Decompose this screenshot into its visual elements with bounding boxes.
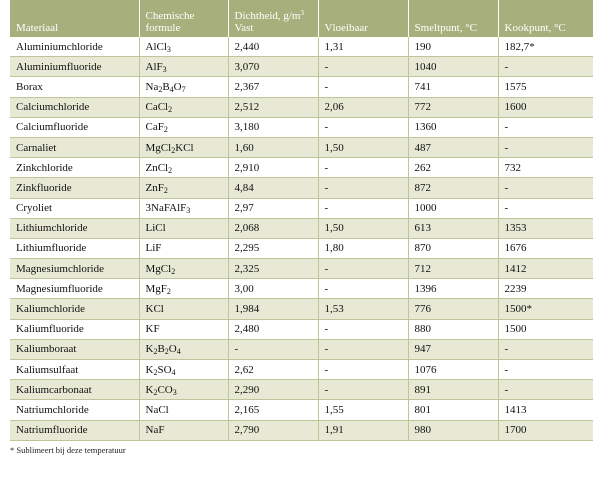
formula-text: K <box>145 343 154 356</box>
formula-text: LiF <box>145 242 162 255</box>
cell-materiaal: Kaliumfluoride <box>10 319 139 339</box>
formula-subscript: 2 <box>153 367 158 377</box>
cell-kookpunt: - <box>498 360 593 380</box>
cell-kookpunt: 1676 <box>498 238 593 258</box>
cell-materiaal: Zinkchloride <box>10 158 139 178</box>
formula-text: AlCl <box>145 40 167 53</box>
cell-smeltpunt: 1076 <box>408 360 498 380</box>
cell-vloeibaar: - <box>318 158 408 178</box>
cell-vloeibaar: 1,80 <box>318 238 408 258</box>
formula-text: NaF <box>145 424 165 437</box>
cell-formule <box>139 360 228 380</box>
header-materiaal: Materiaal <box>10 0 139 37</box>
cell-kookpunt: - <box>498 198 593 218</box>
formula-subscript: 2 <box>163 125 168 135</box>
header-formule: Chemische formule <box>139 0 228 37</box>
formula-text: AlF <box>145 60 163 73</box>
cell-smeltpunt: 1000 <box>408 198 498 218</box>
table-row <box>10 360 593 380</box>
formula-text: MgCl <box>145 141 172 154</box>
cell-formule <box>139 97 228 117</box>
cell-vast: 2,165 <box>228 400 318 420</box>
cell-materiaal: Magnesiumchloride <box>10 259 139 279</box>
cell-materiaal: Aluminiumchloride <box>10 37 139 57</box>
cell-formule <box>139 380 228 400</box>
formula-text: MgF <box>145 282 167 295</box>
table-row <box>10 198 593 218</box>
formula-subscript: 2 <box>164 347 169 357</box>
cell-formule <box>139 77 228 97</box>
formula-subscript: 3 <box>162 64 167 74</box>
cell-materiaal: Lithiumfluoride <box>10 238 139 258</box>
cell-materiaal: Natriumfluoride <box>10 420 139 440</box>
cell-kookpunt: 1575 <box>498 77 593 97</box>
formula-subscript: 4 <box>176 347 181 357</box>
cell-vast: 2,440 <box>228 37 318 57</box>
cell-kookpunt: 1500 <box>498 319 593 339</box>
formula-text: O <box>173 80 182 93</box>
cell-kookpunt: - <box>498 57 593 77</box>
cell-formule <box>139 238 228 258</box>
cell-vloeibaar: - <box>318 380 408 400</box>
formula-text: CaCl <box>145 101 169 114</box>
cell-vloeibaar: - <box>318 178 408 198</box>
cell-vast: 3,00 <box>228 279 318 299</box>
table-row <box>10 97 593 117</box>
formula-subscript: 2 <box>163 185 168 195</box>
formula-text: K <box>145 383 154 396</box>
cell-vast: 2,790 <box>228 420 318 440</box>
cell-vloeibaar: - <box>318 77 408 97</box>
cell-smeltpunt: 772 <box>408 97 498 117</box>
formula-text: ZnF <box>145 181 164 194</box>
cell-materiaal: Kaliumsulfaat <box>10 360 139 380</box>
cell-vast: 2,512 <box>228 97 318 117</box>
cell-smeltpunt: 262 <box>408 158 498 178</box>
cell-smeltpunt: 613 <box>408 218 498 238</box>
table-row <box>10 57 593 77</box>
cell-materiaal: Kaliumcarbonaat <box>10 380 139 400</box>
formula-text: K <box>145 363 154 376</box>
cell-vast: 4,84 <box>228 178 318 198</box>
cell-kookpunt: 1700 <box>498 420 593 440</box>
cell-vloeibaar: 1,53 <box>318 299 408 319</box>
cell-formule <box>139 218 228 238</box>
formula-subscript: 3 <box>166 44 171 54</box>
cell-vloeibaar: 1,50 <box>318 137 408 157</box>
formula-subscript: 2 <box>171 266 176 276</box>
formula-subscript: 3 <box>186 206 191 216</box>
table-row <box>10 218 593 238</box>
header-dichtheid-label: Dichtheid, g/m <box>234 10 301 22</box>
cell-kookpunt: 1500* <box>498 299 593 319</box>
cell-kookpunt: - <box>498 380 593 400</box>
cell-vast: 2,62 <box>228 360 318 380</box>
table-row <box>10 178 593 198</box>
cell-vloeibaar: - <box>318 279 408 299</box>
cell-formule <box>139 178 228 198</box>
cell-kookpunt: - <box>498 339 593 359</box>
table-row <box>10 420 593 440</box>
cell-vast: 2,367 <box>228 77 318 97</box>
cell-vast: 3,070 <box>228 57 318 77</box>
cell-vloeibaar: 1,50 <box>318 218 408 238</box>
table-row <box>10 400 593 420</box>
cell-materiaal: Zinkfluoride <box>10 178 139 198</box>
cell-vast: 1,60 <box>228 137 318 157</box>
cell-materiaal: Cryoliet <box>10 198 139 218</box>
cell-materiaal: Magnesiumfluoride <box>10 279 139 299</box>
cell-materiaal: Kaliumchloride <box>10 299 139 319</box>
cell-smeltpunt: 980 <box>408 420 498 440</box>
cell-materiaal: Aluminiumfluoride <box>10 57 139 77</box>
cell-formule <box>139 420 228 440</box>
cell-vast: 2,910 <box>228 158 318 178</box>
cell-vloeibaar: - <box>318 117 408 137</box>
formula-subscript: 2 <box>166 286 171 296</box>
formula-subscript: 2 <box>153 387 158 397</box>
cell-vast: 1,984 <box>228 299 318 319</box>
cell-smeltpunt: 712 <box>408 259 498 279</box>
table-row <box>10 117 593 137</box>
formula-text: KF <box>145 323 160 336</box>
cell-vast: - <box>228 339 318 359</box>
cell-materiaal: Calciumchloride <box>10 97 139 117</box>
cell-kookpunt: 182,7* <box>498 37 593 57</box>
cell-smeltpunt: 741 <box>408 77 498 97</box>
footnote: * Sublimeert bij deze temperatuur <box>10 445 126 455</box>
formula-text: SO <box>157 363 172 376</box>
cell-formule <box>139 117 228 137</box>
cell-vast: 2,290 <box>228 380 318 400</box>
formula-text: NaCl <box>145 403 169 416</box>
cell-materiaal: Lithiumchloride <box>10 218 139 238</box>
cell-smeltpunt: 1040 <box>408 57 498 77</box>
table-row <box>10 158 593 178</box>
cell-vast: 2,325 <box>228 259 318 279</box>
cell-kookpunt: - <box>498 178 593 198</box>
cell-smeltpunt: 801 <box>408 400 498 420</box>
table-body <box>10 37 593 440</box>
formula-subscript: 2 <box>168 165 173 175</box>
cell-vloeibaar: - <box>318 360 408 380</box>
header-smeltpunt: Smeltpunt, °C <box>408 0 498 37</box>
cell-kookpunt: 732 <box>498 158 593 178</box>
cell-smeltpunt: 880 <box>408 319 498 339</box>
formula-text: KCl <box>175 141 194 154</box>
formula-text: LiCl <box>145 222 166 235</box>
cell-kookpunt: 1412 <box>498 259 593 279</box>
cell-formule <box>139 57 228 77</box>
header-row <box>10 0 593 37</box>
header-dichtheid-vast <box>228 0 318 37</box>
cell-smeltpunt: 776 <box>408 299 498 319</box>
cell-kookpunt: - <box>498 137 593 157</box>
cell-vloeibaar: 1,31 <box>318 37 408 57</box>
materials-table <box>10 0 593 441</box>
formula-subscript: 4 <box>169 84 174 94</box>
cell-kookpunt: 1353 <box>498 218 593 238</box>
formula-text: B <box>162 80 170 93</box>
data-table-container <box>10 0 593 441</box>
formula-subscript: 4 <box>171 367 176 377</box>
formula-subscript: 2 <box>171 145 176 155</box>
cell-formule <box>139 198 228 218</box>
cell-materiaal: Kaliumboraat <box>10 339 139 359</box>
formula-subscript: 2 <box>158 84 163 94</box>
formula-text: 3NaFAlF <box>145 202 187 215</box>
formula-text: ZnCl <box>145 161 169 174</box>
cell-smeltpunt: 872 <box>408 178 498 198</box>
cell-formule <box>139 319 228 339</box>
cell-smeltpunt: 1396 <box>408 279 498 299</box>
cell-vloeibaar: - <box>318 339 408 359</box>
cell-smeltpunt: 891 <box>408 380 498 400</box>
header-dichtheid-exponent: 3 <box>300 9 304 17</box>
cell-vloeibaar: - <box>318 259 408 279</box>
formula-subscript: 7 <box>181 84 186 94</box>
cell-vast: 2,97 <box>228 198 318 218</box>
formula-text: KCl <box>145 303 164 316</box>
cell-formule <box>139 137 228 157</box>
table-row <box>10 319 593 339</box>
table-row <box>10 77 593 97</box>
cell-formule <box>139 37 228 57</box>
cell-vloeibaar: - <box>318 198 408 218</box>
cell-kookpunt: 1413 <box>498 400 593 420</box>
table-row <box>10 137 593 157</box>
cell-formule <box>139 279 228 299</box>
cell-formule <box>139 339 228 359</box>
header-vast-label: Vast <box>234 22 254 34</box>
table-row <box>10 259 593 279</box>
cell-materiaal: Calciumfluoride <box>10 117 139 137</box>
cell-materiaal: Borax <box>10 77 139 97</box>
table-row <box>10 37 593 57</box>
table-row <box>10 339 593 359</box>
formula-subscript: 3 <box>172 387 177 397</box>
table-row <box>10 279 593 299</box>
cell-kookpunt: - <box>498 117 593 137</box>
cell-vloeibaar: - <box>318 319 408 339</box>
cell-vast: 2,480 <box>228 319 318 339</box>
cell-vast: 2,068 <box>228 218 318 238</box>
formula-subscript: 2 <box>168 105 173 115</box>
cell-vloeibaar: 1,91 <box>318 420 408 440</box>
header-kookpunt: Kookpunt, °C <box>498 0 593 37</box>
cell-smeltpunt: 947 <box>408 339 498 359</box>
cell-kookpunt: 2239 <box>498 279 593 299</box>
cell-vloeibaar: - <box>318 57 408 77</box>
formula-text: MgCl <box>145 262 172 275</box>
table-row <box>10 299 593 319</box>
table-row <box>10 238 593 258</box>
cell-smeltpunt: 870 <box>408 238 498 258</box>
formula-text: CO <box>157 383 173 396</box>
cell-kookpunt: 1600 <box>498 97 593 117</box>
cell-smeltpunt: 1360 <box>408 117 498 137</box>
cell-materiaal: Natriumchloride <box>10 400 139 420</box>
cell-materiaal: Carnaliet <box>10 137 139 157</box>
cell-vast: 3,180 <box>228 117 318 137</box>
cell-formule <box>139 259 228 279</box>
cell-smeltpunt: 190 <box>408 37 498 57</box>
formula-text: B <box>157 343 165 356</box>
cell-smeltpunt: 487 <box>408 137 498 157</box>
formula-subscript: 2 <box>153 347 158 357</box>
cell-formule <box>139 158 228 178</box>
cell-vloeibaar: 1,55 <box>318 400 408 420</box>
header-vloeibaar: Vloeibaar <box>318 0 408 37</box>
cell-vast: 2,295 <box>228 238 318 258</box>
formula-text: Na <box>145 80 159 93</box>
formula-text: O <box>168 343 177 356</box>
formula-text: CaF <box>145 121 164 134</box>
cell-formule <box>139 400 228 420</box>
table-row <box>10 380 593 400</box>
cell-vloeibaar: 2,06 <box>318 97 408 117</box>
cell-formule <box>139 299 228 319</box>
